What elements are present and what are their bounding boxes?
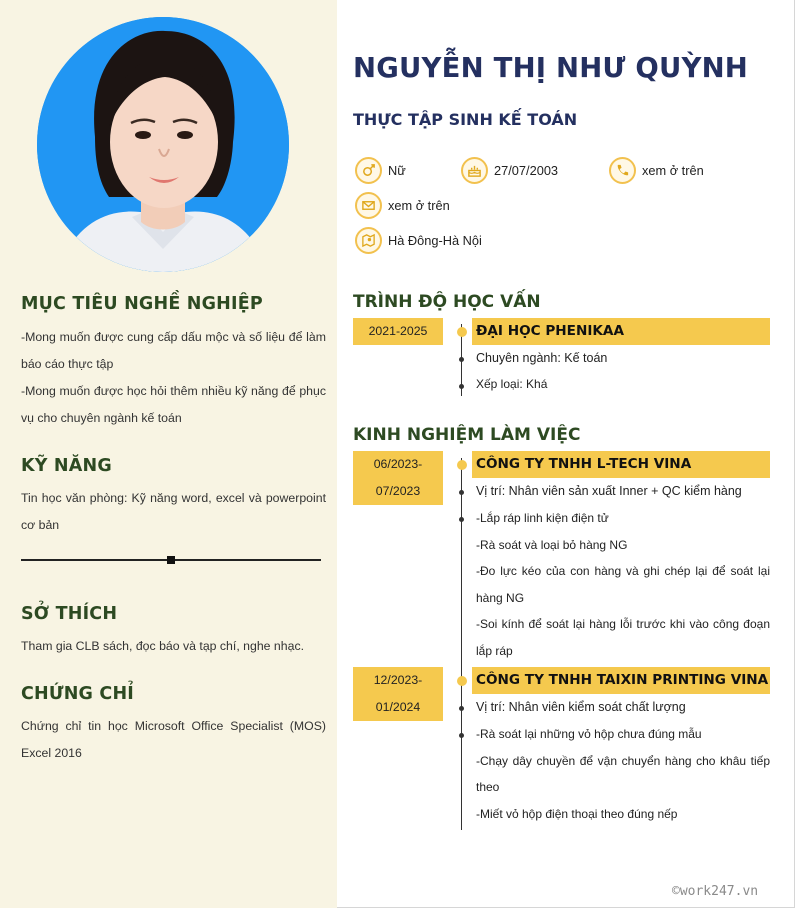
certificates-title: CHỨNG CHỈ [21,684,135,704]
company-name: CÔNG TY TNHH L-TECH VINA [472,451,770,478]
job-task-line: -Lắp ráp linh kiện điện tử [476,511,609,525]
job-task-line: -Soi kính để soát lại hàng lỗi trước khi vào công đoạn lắp ráp [476,617,770,658]
contact-phone [609,157,704,184]
job-task-line: -Chạy dây chuyền để vận chuyển hàng cho khâu tiếp theo [476,753,770,794]
phone-icon [609,157,636,184]
map-icon [355,227,382,254]
job-date [353,451,443,505]
contact-address [355,227,482,254]
timeline-bullet [459,517,464,522]
contact-email [355,192,450,219]
skills-text: Tin học văn phòng: Kỹ năng word, excel và powerpoint cơ bản [21,491,326,532]
objective-line: -Mong muốn được cung cấp dấu mộc và số liệu để làm báo cáo thực tập [21,330,326,371]
watermark: ©work247.vn [672,884,759,899]
timeline-dot [457,676,467,686]
job-date-end: 07/2023 [375,484,421,498]
company-name: CÔNG TY TNHH TAIXIN PRINTING VINA [472,667,770,694]
education-detail: Xếp loại: Khá [476,377,548,391]
job-date [353,667,443,721]
phone-value: xem ở trên [642,163,704,178]
education-title: TRÌNH ĐỘ HỌC VẤN [353,292,541,312]
cake-icon [461,157,488,184]
education-detail: Chuyên ngành: Kế toán [476,351,608,365]
job-position: Vị trí: Nhân viên sản xuất Inner + QC kiểm hàng [476,484,742,498]
gender-value: Nữ [388,163,406,178]
timeline-dot [457,460,467,470]
job-task [476,505,770,664]
skills-title: KỸ NĂNG [21,456,112,476]
job-task-line: -Đo lực kéo của con hàng và ghi chép lại để soát lại hàng NG [476,564,770,605]
timeline-bullet [459,706,464,711]
contact-gender [355,157,406,184]
job-position: Vị trí: Nhân viên kiểm soát chất lượng [476,700,686,714]
job-task-line: -Rà soát lại những vỏ hộp chưa đúng mẫu [476,727,702,741]
hobbies-title: SỞ THÍCH [21,604,118,624]
hobbies-text: Tham gia CLB sách, đọc báo và tạp chí, nghe nhạc. [21,639,305,653]
profile-photo [37,17,289,272]
skill-level-marker [167,556,175,564]
job-date-start: 06/2023- [373,457,423,471]
timeline-dot [457,327,467,337]
job-date-end: 01/2024 [375,700,421,714]
address-value: Hà Đông-Hà Nội [388,233,482,248]
mail-icon [355,192,382,219]
job-title: THỰC TẬP SINH KẾ TOÁN [353,110,578,129]
full-name: NGUYỄN THỊ NHƯ QUỲNH [353,52,749,84]
sidebar [0,0,337,908]
experience-timeline [461,458,462,830]
objective-text [21,324,326,432]
birthday-value: 27/07/2003 [494,163,559,178]
timeline-bullet [459,357,464,362]
timeline-bullet [459,384,464,389]
education-school: ĐẠI HỌC PHENIKAA [472,318,770,345]
timeline-bullet [459,733,464,738]
timeline-bullet [459,490,464,495]
objective-title: MỤC TIÊU NGHỀ NGHIỆP [21,294,263,314]
certificates-text: Chứng chỉ tin học Microsoft Office Specialist (MOS) Excel 2016 [21,719,326,760]
avatar [37,17,289,272]
experience-title: KINH NGHIỆM LÀM VIỆC [353,425,581,445]
objective-line: -Mong muốn được học hỏi thêm nhiều kỹ năng để phục vụ cho chuyên ngành kế toán [21,384,326,425]
gender-icon [355,157,382,184]
contact-birthday [461,157,558,184]
job-task-line: -Miết vỏ hộp điện thoại theo đúng nếp [476,806,678,821]
job-date-start: 12/2023- [373,673,423,687]
email-value: xem ở trên [388,198,450,213]
job-task [476,721,770,827]
job-task-line: -Rà soát và loại bỏ hàng NG [476,537,628,552]
education-date: 2021-2025 [353,318,443,345]
